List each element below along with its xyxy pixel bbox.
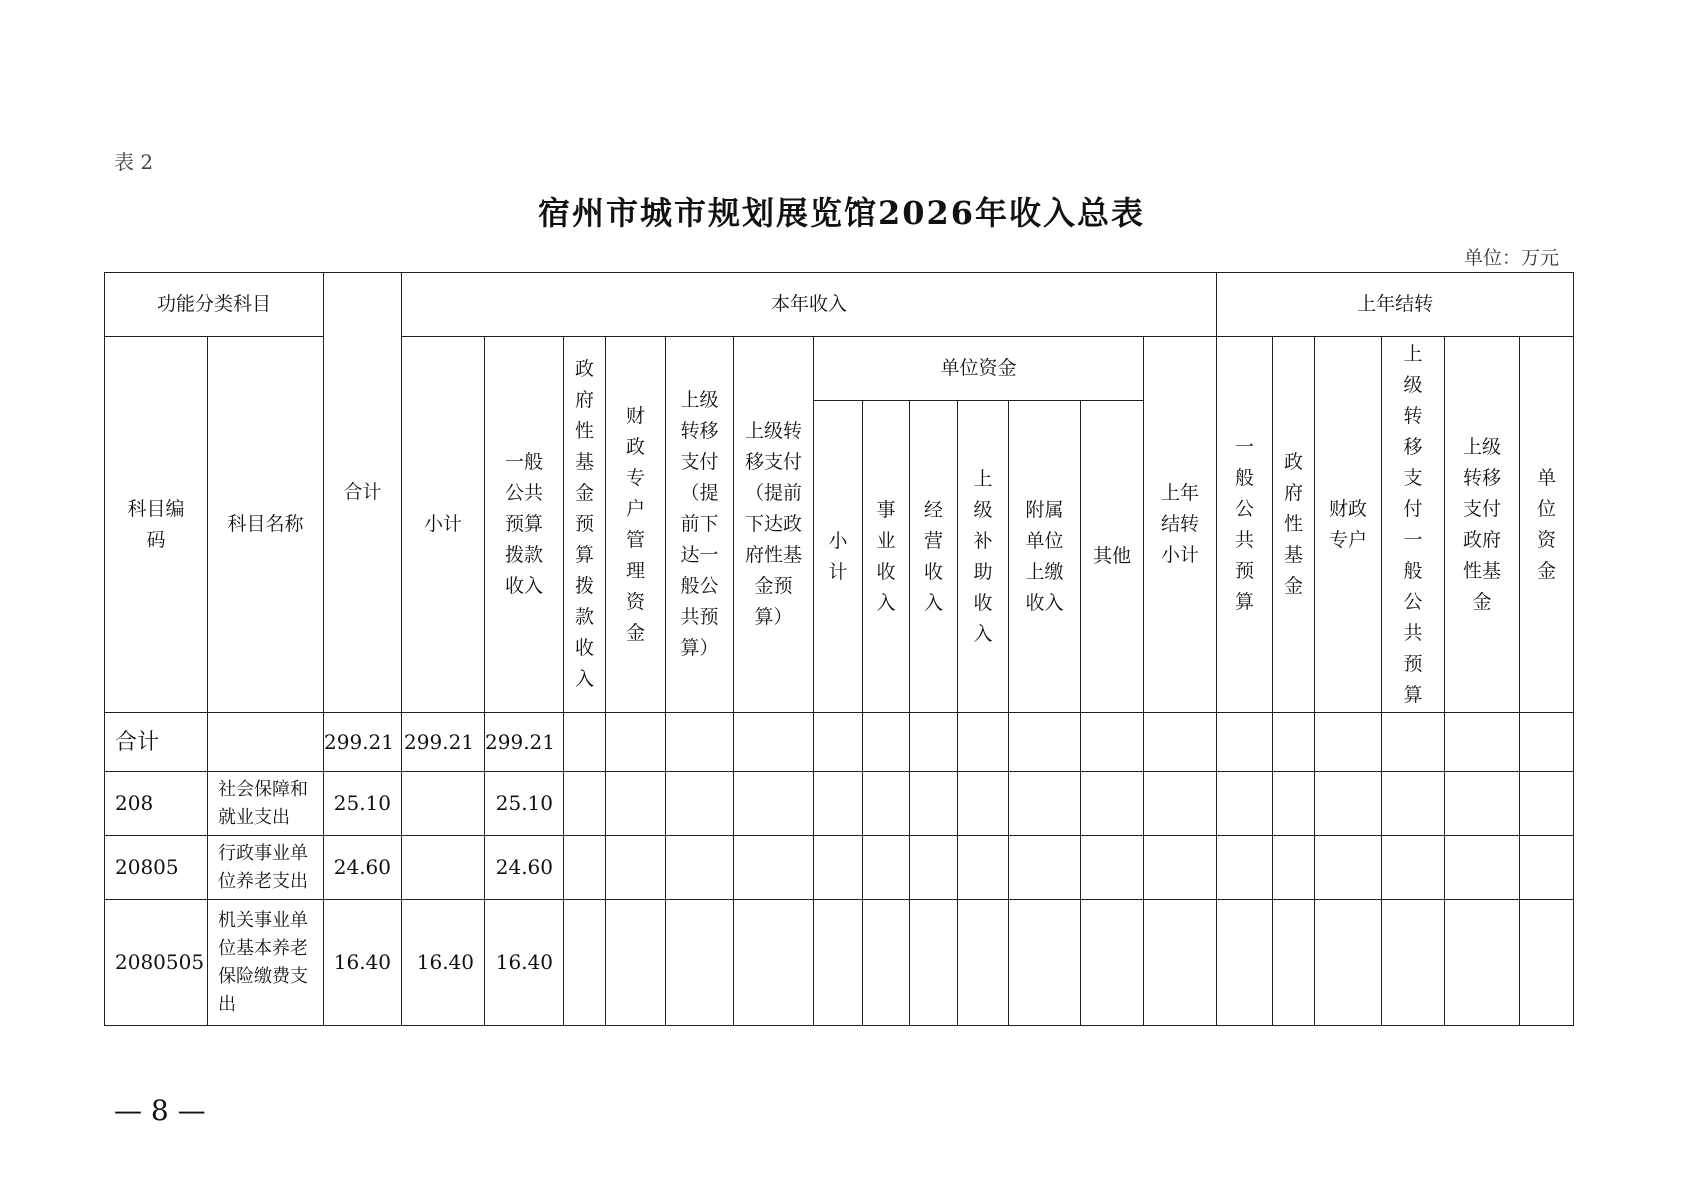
row-total: 24.60 bbox=[324, 836, 402, 900]
row-name: 机关事业单位基本养老保险缴费支出 bbox=[208, 900, 324, 1026]
header-last-year-carry: 上年结转 bbox=[1217, 273, 1574, 337]
header-other: 其他 bbox=[1081, 401, 1144, 713]
row-code: 20805 bbox=[105, 836, 208, 900]
header-subject-code: 科目编码 bbox=[105, 337, 208, 713]
page-number: — 8 — bbox=[114, 1094, 206, 1127]
income-table bbox=[104, 272, 1574, 1026]
header-affiliated-income: 附属单位上缴收入 bbox=[1009, 401, 1081, 713]
header-unit-funds: 单位资金 bbox=[814, 337, 1144, 401]
header-superior-subsidy: 上级补助收入 bbox=[958, 401, 1009, 713]
row-subtotal bbox=[402, 836, 485, 900]
row-subtotal bbox=[402, 772, 485, 836]
header-ly-unit-funds: 单位资金 bbox=[1520, 337, 1574, 713]
table-row bbox=[105, 713, 1574, 772]
row-general: 299.21 bbox=[485, 713, 564, 772]
row-subtotal: 299.21 bbox=[402, 713, 485, 772]
row-name: 社会保障和就业支出 bbox=[208, 772, 324, 836]
row-code: 208 bbox=[105, 772, 208, 836]
header-ly-transfer-fund: 上级转移支付政府性基金 bbox=[1445, 337, 1520, 713]
table-row bbox=[105, 836, 1574, 900]
row-general: 16.40 bbox=[485, 900, 564, 1026]
header-ly-fiscal: 财政专户 bbox=[1315, 337, 1382, 713]
header-gov-fund: 政府性基金预算拨款收入 bbox=[564, 337, 606, 713]
row-name bbox=[208, 713, 324, 772]
header-ly-gov-fund: 政府性基金 bbox=[1273, 337, 1315, 713]
header-ly-subtotal: 上年结转小计 bbox=[1144, 337, 1217, 713]
row-total: 299.21 bbox=[324, 713, 402, 772]
table-label: 表 2 bbox=[114, 150, 154, 174]
row-total: 25.10 bbox=[324, 772, 402, 836]
row-general: 25.10 bbox=[485, 772, 564, 836]
header-ly-transfer-general: 上级转移支付一般公共预算 bbox=[1382, 337, 1445, 713]
table-row bbox=[105, 900, 1574, 1026]
unit-label: 单位：万元 bbox=[1463, 247, 1559, 269]
header-func-class: 功能分类科目 bbox=[105, 273, 324, 337]
header-subject-name: 科目名称 bbox=[208, 337, 324, 713]
row-name: 行政事业单位养老支出 bbox=[208, 836, 324, 900]
header-operating-income: 经营收入 bbox=[910, 401, 958, 713]
row-subtotal: 16.40 bbox=[402, 900, 485, 1026]
page-title: 宿州市城市规划展览馆2026年收入总表 bbox=[537, 194, 1146, 232]
header-current-income: 本年收入 bbox=[402, 273, 1217, 337]
header-transfer-general: 上级转移支付（提前下达一般公共预算） bbox=[666, 337, 734, 713]
row-code: 合计 bbox=[105, 713, 208, 772]
row-total: 16.40 bbox=[324, 900, 402, 1026]
row-code: 2080505 bbox=[105, 900, 208, 1026]
header-total: 合计 bbox=[324, 273, 402, 713]
header-business-income: 事业收入 bbox=[863, 401, 910, 713]
table-row bbox=[105, 772, 1574, 836]
header-transfer-gov-fund: 上级转移支付（提前下达政府性基金预算） bbox=[734, 337, 814, 713]
header-ly-general: 一般公共预算 bbox=[1217, 337, 1273, 713]
row-general: 24.60 bbox=[485, 836, 564, 900]
header-unit-subtotal: 小计 bbox=[814, 401, 863, 713]
header-fiscal-special: 财政专户管理资金 bbox=[606, 337, 666, 713]
header-general-budget: 一般公共预算拨款收入 bbox=[485, 337, 564, 713]
header-subtotal: 小计 bbox=[402, 337, 485, 713]
